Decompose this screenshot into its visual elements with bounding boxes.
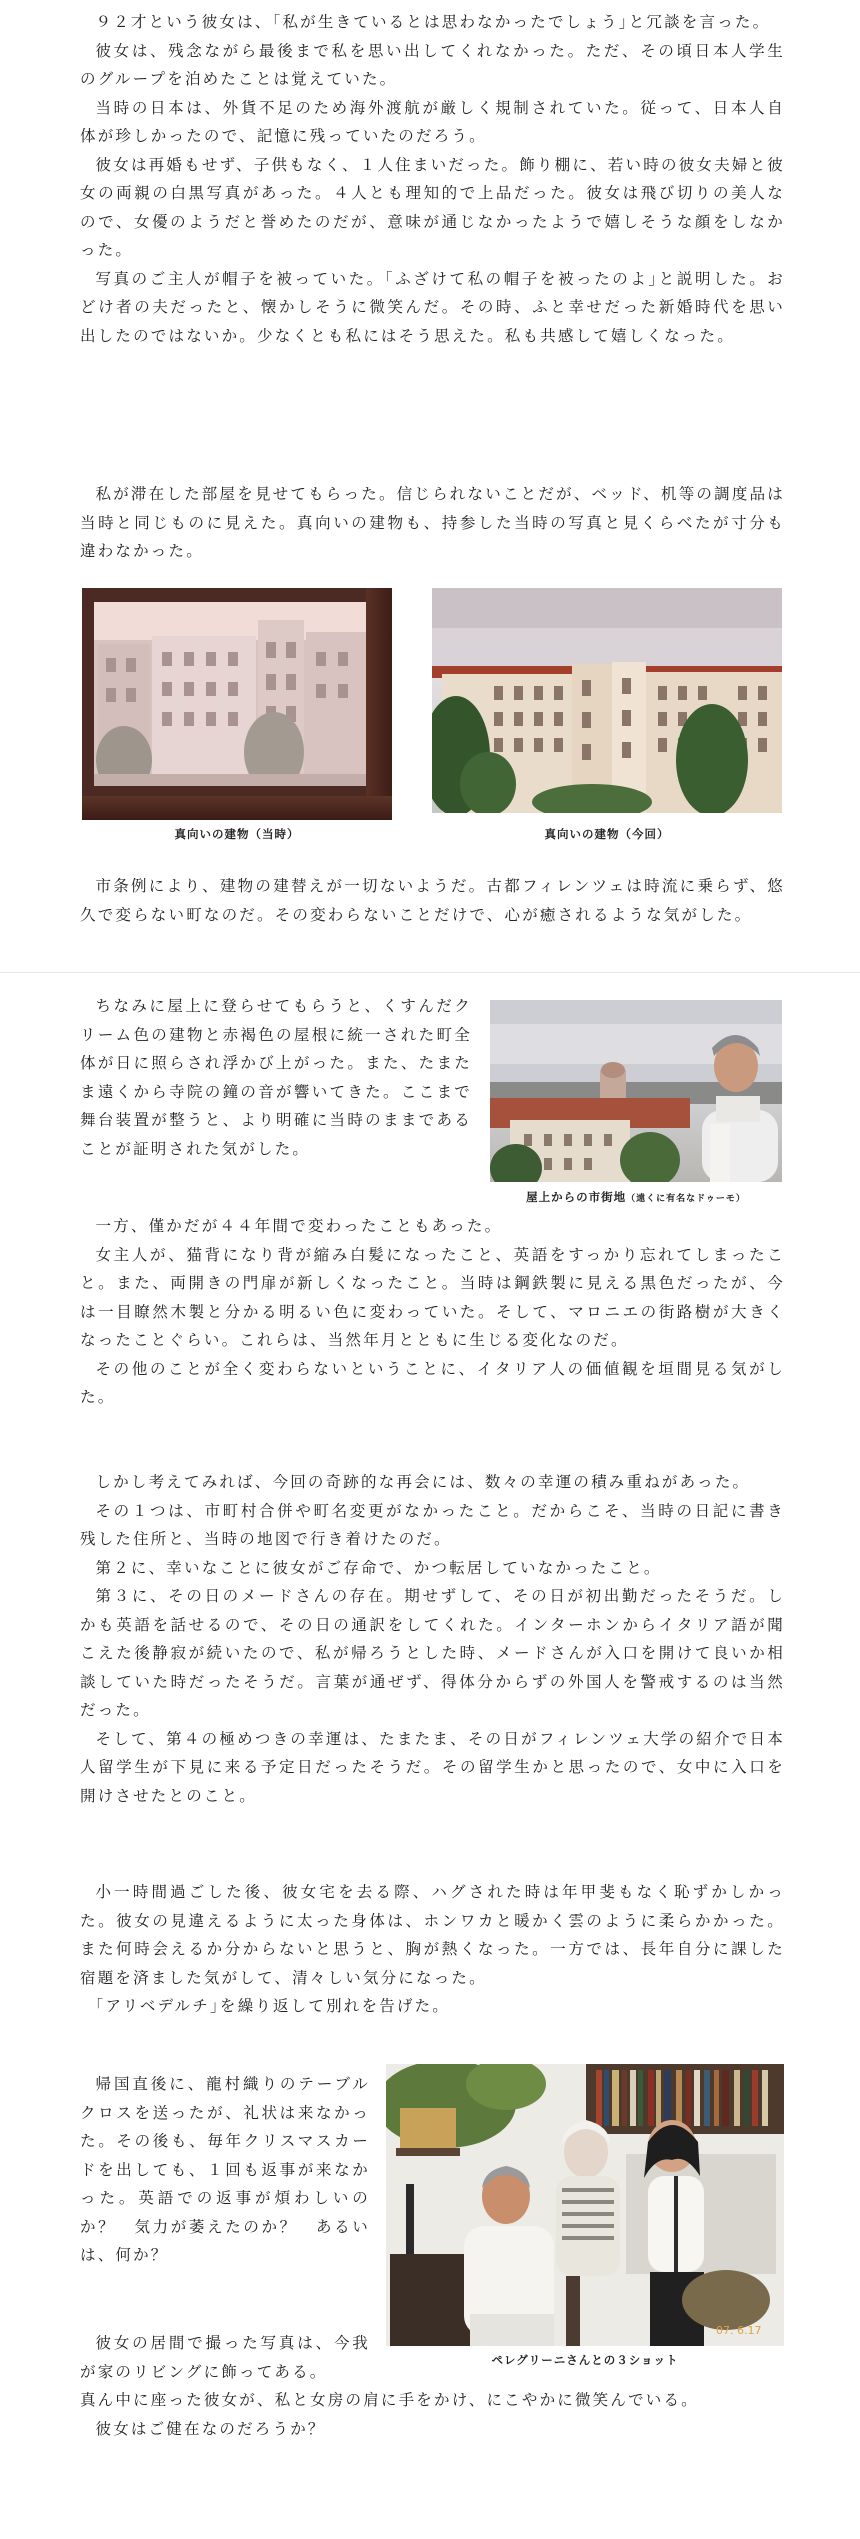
caption-rooftop-main: 屋上からの市街地	[526, 1190, 627, 1204]
paragraph: ９２才という彼女は、｢私が生きているとは思わなかったでしょう｣と冗談を言った。	[95, 13, 771, 31]
article-block-7	[80, 1878, 785, 2021]
article-block-3	[80, 872, 785, 929]
article-block-4	[80, 992, 472, 1163]
rooftop-view-image	[490, 1000, 782, 1182]
paragraph: 小一時間過ごした後、彼女宅を去る際、ハグされた時は年甲斐もなく恥ずかしかった。彼女の見違えるように太った身体は、ホンワカと暖かく雲のように柔らかかった。また何時会えるか分からないと思うと、胸が熱くなった。一方では、長年自分に課した宿題を済ました気がして、清々しい気分になった。	[80, 1883, 785, 1987]
article-block-6	[80, 1468, 785, 1810]
page-divider	[0, 972, 860, 973]
article-block-5	[80, 1212, 785, 1412]
paragraph: 写真のご主人が帽子を被っていた。｢ふざけて私の帽子を被ったのよ｣と説明した。おどけ者の夫だったと、懐かしそうに微笑んだ。その時、ふと幸せだった新婚時代を思い出したのではないか。少なくとも私にはそう思えた。私も共感して嬉しくなった。	[80, 269, 785, 345]
paragraph: 当時の日本は、外貨不足のため海外渡航が厳しく規制されていた。従って、日本人自体が珍しかったので、記憶に残っていたのだろう。	[80, 98, 785, 145]
paragraph: 第２に、幸いなことに彼女がご存命で、かつ転居していなかったこと。	[95, 1558, 662, 1577]
paragraph: 第３に、その日のメードさんの存在。期せずして、その日が初出勤だったそうだ。しかも英語を話せるので、その日の通訳をしてくれた。インターホンからイタリア語が聞こえた後静寂が続いたので、私が帰ろうとした時、メードさんが入口を開けて良いか相談していた時だったそうだ。言葉が通ぜず、得体分からずの外国人を警戒するのは当然だった。	[80, 1587, 785, 1719]
caption-three-shot: ペレグリーニさんとの３ショット	[491, 2353, 679, 2367]
article-block-8	[80, 2070, 370, 2270]
paragraph: 真ん中に座った彼女が、私と女房の肩に手をかけ、にこやかに微笑んでいる。	[80, 2391, 699, 2409]
paragraph: 彼女は、残念ながら最後まで私を思い出してくれなかった。ただ、その頃日本人学生のグループを泊めたことは覚えていた。	[80, 41, 785, 88]
paragraph: 帰国直後に、龍村織りのテーブルクロスを送ったが、礼状は来なかった。その後も、毎年クリスマスカードを出しても、１回も返事が来なかった。英語での返事が煩わしいのか？ 気力が萎えたのか？ あるいは、何か？	[80, 2075, 370, 2264]
paragraph: 女主人が、猫背になり背が縮み白髪になったこと、英語をすっかり忘れてしまったこと。また、両開きの門扉が新しくなったこと。当時は鋼鉄製に見える黒色だったが、今は一目瞭然木製と分かる明るい色に変わっていた。そして、マロニエの街路樹が大きくなったことぐらい。これらは、当然年月とともに生じる変化なのだ。	[80, 1245, 785, 1349]
paragraph: その他のことが全く変わらないということに、イタリア人の価値観を垣間見る気がした。	[80, 1359, 785, 1406]
paragraph: そして、第４の極めつきの幸運は、たまたま、その日がフィレンツェ大学の紹介で日本人留学生が下見に来る予定日だったそうだ。その留学生かと思ったので、女中に入口を開けさせたとのこと。	[80, 1729, 785, 1805]
article-block-10	[80, 2386, 785, 2443]
paragraph: その１つは、市町村合併や町名変更がなかったこと。だからこそ、当時の日記に書き残した住所と、当時の地図で行き着けたのだ。	[80, 1501, 785, 1548]
building-then-image	[94, 602, 366, 786]
building-now-image	[432, 588, 782, 813]
date-stamp: 07. 6.17	[716, 2324, 762, 2337]
paragraph: ちなみに屋上に登らせてもらうと、くすんだクリーム色の建物と赤褐色の屋根に統一された町全体が日に照らされ浮かび上がった。また、たまたま遠くから寺院の鐘の音が響いてきた。ここまで舞台装置が整うと、より明確に当時のままであることが証明された気がした。	[80, 997, 472, 1158]
paragraph: 彼女の居間で撮った写真は、今我が家のリビングに飾ってある。	[80, 2334, 370, 2381]
paragraph: 彼女は再婚もせず、子供もなく、１人住まいだった。飾り棚に、若い時の彼女夫婦と彼女の両親の白黒写真があった。４人とも理知的で上品だった。彼女は飛び切りの美人なので、女優のようだと誉めたのだが、意味が通じなかったようで嬉しそうな顔をしなかった。	[80, 155, 785, 259]
paragraph: 市条例により、建物の建替えが一切ないようだ。古都フィレンツェは時流に乗らず、悠久で変らない町なのだ。その変わらないことだけで、心が癒されるような気がした。	[80, 877, 785, 924]
photo-building-then	[82, 588, 392, 820]
paragraph: 私が滞在した部屋を見せてもらった。信じられないことだが、ベッド、机等の調度品は当時と同じものに見えた。真向いの建物も、持参した当時の写真と見くらべたが寸分も違わなかった。	[80, 485, 785, 560]
paragraph: 一方、僅かだが４４年間で変わったこともあった。	[95, 1217, 503, 1235]
photo-rooftop-view	[490, 1000, 782, 1182]
photo-three-shot	[386, 2064, 784, 2346]
article-block-2	[80, 480, 785, 566]
paragraph: しかし考えてみれば、今回の奇跡的な再会には、数々の幸運の積み重ねがあった。	[95, 1473, 751, 1491]
article-block-1	[80, 8, 785, 350]
caption-building-then: 真向いの建物（当時）	[174, 827, 300, 841]
three-shot-image	[386, 2064, 784, 2346]
caption-building-now: 真向いの建物（今回）	[544, 827, 670, 841]
article-block-9	[80, 2329, 370, 2386]
photo-building-now	[432, 588, 782, 813]
caption-rooftop-view	[490, 1189, 782, 1205]
caption-rooftop-note: （遠くに有名なドゥーモ）	[626, 1194, 746, 1204]
paragraph: 彼女はご健在なのだろうか？	[95, 2419, 326, 2438]
paragraph: ｢アリベデルチ｣を繰り返して別れを告げた。	[95, 1997, 450, 2015]
